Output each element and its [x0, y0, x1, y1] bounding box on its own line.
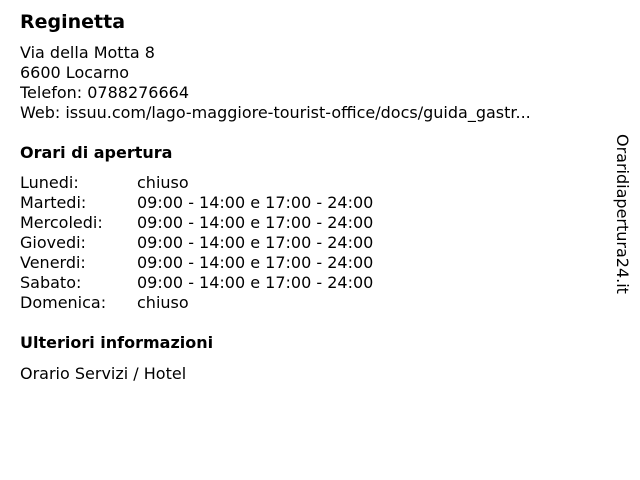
business-name: Reginetta	[20, 11, 126, 33]
day-label: Giovedi:	[20, 233, 86, 252]
day-label: Lunedi:	[20, 173, 79, 192]
time-value: 09:00 - 14:00 e 17:00 - 24:00	[137, 273, 374, 292]
brand-watermark: Oraridiapertura24.it	[613, 134, 632, 294]
hours-row-saturday	[20, 273, 600, 293]
business-card	[20, 10, 600, 384]
address-block	[20, 43, 600, 123]
day-label: Sabato:	[20, 273, 82, 292]
additional-info-title: Ulteriori informazioni	[20, 333, 214, 352]
time-value: chiuso	[137, 293, 189, 312]
hours-row-sunday	[20, 293, 600, 313]
street-address: Via della Motta 8	[20, 43, 155, 62]
time-value: 09:00 - 14:00 e 17:00 - 24:00	[137, 193, 374, 212]
hours-row-tuesday	[20, 193, 600, 213]
phone-number: Telefon: 0788276664	[20, 83, 190, 102]
hours-row-friday	[20, 253, 600, 273]
hours-row-monday	[20, 173, 600, 193]
day-label: Martedi:	[20, 193, 87, 212]
city-address: 6600 Locarno	[20, 63, 130, 82]
day-label: Venerdi:	[20, 253, 86, 272]
hours-row-wednesday	[20, 213, 600, 233]
day-label: Domenica:	[20, 293, 107, 312]
opening-hours-table	[20, 173, 600, 313]
time-value: 09:00 - 14:00 e 17:00 - 24:00	[137, 213, 374, 232]
day-label: Mercoledi:	[20, 213, 103, 232]
time-value: chiuso	[137, 173, 189, 192]
opening-hours-title: Orari di apertura	[20, 143, 173, 162]
website-link[interactable]: Web: issuu.com/lago-maggiore-tourist-office/docs/guida_gastr...	[20, 103, 531, 122]
hours-row-thursday	[20, 233, 600, 253]
time-value: 09:00 - 14:00 e 17:00 - 24:00	[137, 233, 374, 252]
additional-info-text: Orario Servizi / Hotel	[20, 364, 187, 383]
time-value: 09:00 - 14:00 e 17:00 - 24:00	[137, 253, 374, 272]
